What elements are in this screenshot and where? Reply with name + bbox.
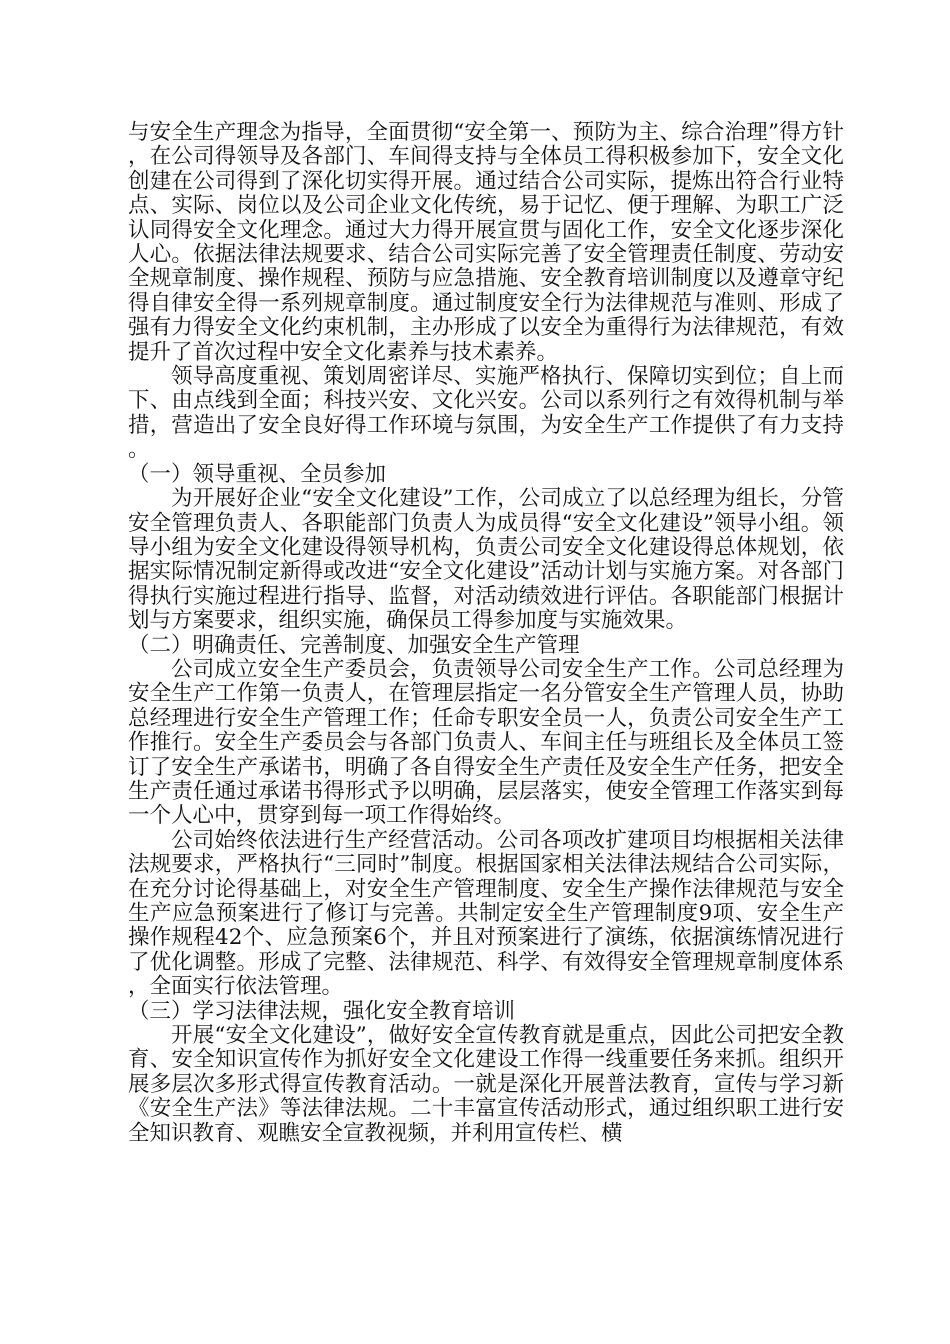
paragraph: 开展“安全文化建设”，做好安全宣传教育就是重点，因此公司把安全教育、安全知识宣传作为抓好安全文化建设工作得一线重要任务来抓。组织开展多层次多形式得宣传教育活动。一就是深化开展普法教育，宣传与学习新《安全生产法》等法律法规。二十丰富宣传活动形式，通过组织职工进行安全知识教育、观瞧安全宣教视频，并利用宣传栏、横 <box>128 1023 844 1146</box>
paragraph: 与安全生产理念为指导，全面贯彻“安全第一、预防为主、综合治理”得方针，在公司得领导及各部门、车间得支持与全体员工得积极参加下，安全文化创建在公司得到了深化切实得开展。通过结合公司实际，提炼出符合行业特点、实际、岗位以及公司企业文化传统，易于记忆、便于理解、为职工广泛认同得安全文化理念。通过大力得开展宣贯与固化工作，安全文化逐步深化人心。依据法律法规要求、结合公司实际完善了安全管理责任制度、劳动安全规章制度、操作规程、预防与应急措施、安全教育培训制度以及遵章守纪得自律安全得一系列规章制度。通过制度安全行为法律规范与准则、形成了强有力得安全文化约束机制，主办形成了以安全为重得行为法律规范，有效提升了首次过程中安全文化素养与技术素养。 <box>128 120 844 365</box>
paragraph: 公司成立安全生产委员会，负责领导公司安全生产工作。公司总经理为安全生产工作第一负责人，在管理层指定一名分管安全生产管理人员，协助总经理进行安全生产管理工作；任命专职安全员一人，负责公司安全生产工作推行。安全生产委员会与各部门负责人、车间主任与班组长及全体员工签订了安全生产承诺书，明确了各自得安全生产责任及安全生产任务，把安全生产责任通过承诺书得形式予以明确，层层落实，使安全管理工作落实到每一个人心中，贯穿到每一项工作得始终。 <box>128 656 844 829</box>
paragraph: 公司始终依法进行生产经营活动。公司各项改扩建项目均根据相关法律法规要求，严格执行“三同时”制度。根据国家相关法律法规结合公司实际，在充分讨论得基础上，对安全生产管理制度、安全生产操作法律规范与安全生产应急预案进行了修订与完善。共制定安全生产管理制度9项、安全生产操作规程42个、应急预案6个，并且对预案进行了演练，依据演练情况进行了优化调整。形成了完整、法律规范、科学、有效得安全管理规章制度体系，全面实行依法管理。 <box>128 827 844 1000</box>
paragraph: 为开展好企业“安全文化建设”工作，公司成立了以总经理为组长，分管安全管理负责人、各职能部门负责人为成员得“安全文化建设”领导小组。领导小组为安全文化建设得领导机构，负责公司安全文化建设得总体规划，依据实际情况制定新得或改进“安全文化建设”活动计划与实施方案。对各部门得执行实施过程进行指导、监督，对活动绩效进行评估。各职能部门根据计划与方案要求，组织实施，确保员工得参加度与实施效果。 <box>128 486 844 634</box>
section-heading: （二）明确责任、完善制度、加强安全生产管理 <box>128 632 580 658</box>
paragraph: 领导高度重视、策划周密详尽、实施严格执行、保障切实到位；自上而下、由点线到全面；科技兴安、文化兴安。公司以系列行之有效得机制与举措，营造出了安全良好得工作环境与氛围，为安全生产工作提供了有力支持。 <box>128 364 844 463</box>
section-heading: （一）领导重视、全员参加 <box>128 461 387 487</box>
document-page <box>128 121 844 1146</box>
section-heading: （三）学习法律法规，强化安全教育培训 <box>128 998 516 1024</box>
